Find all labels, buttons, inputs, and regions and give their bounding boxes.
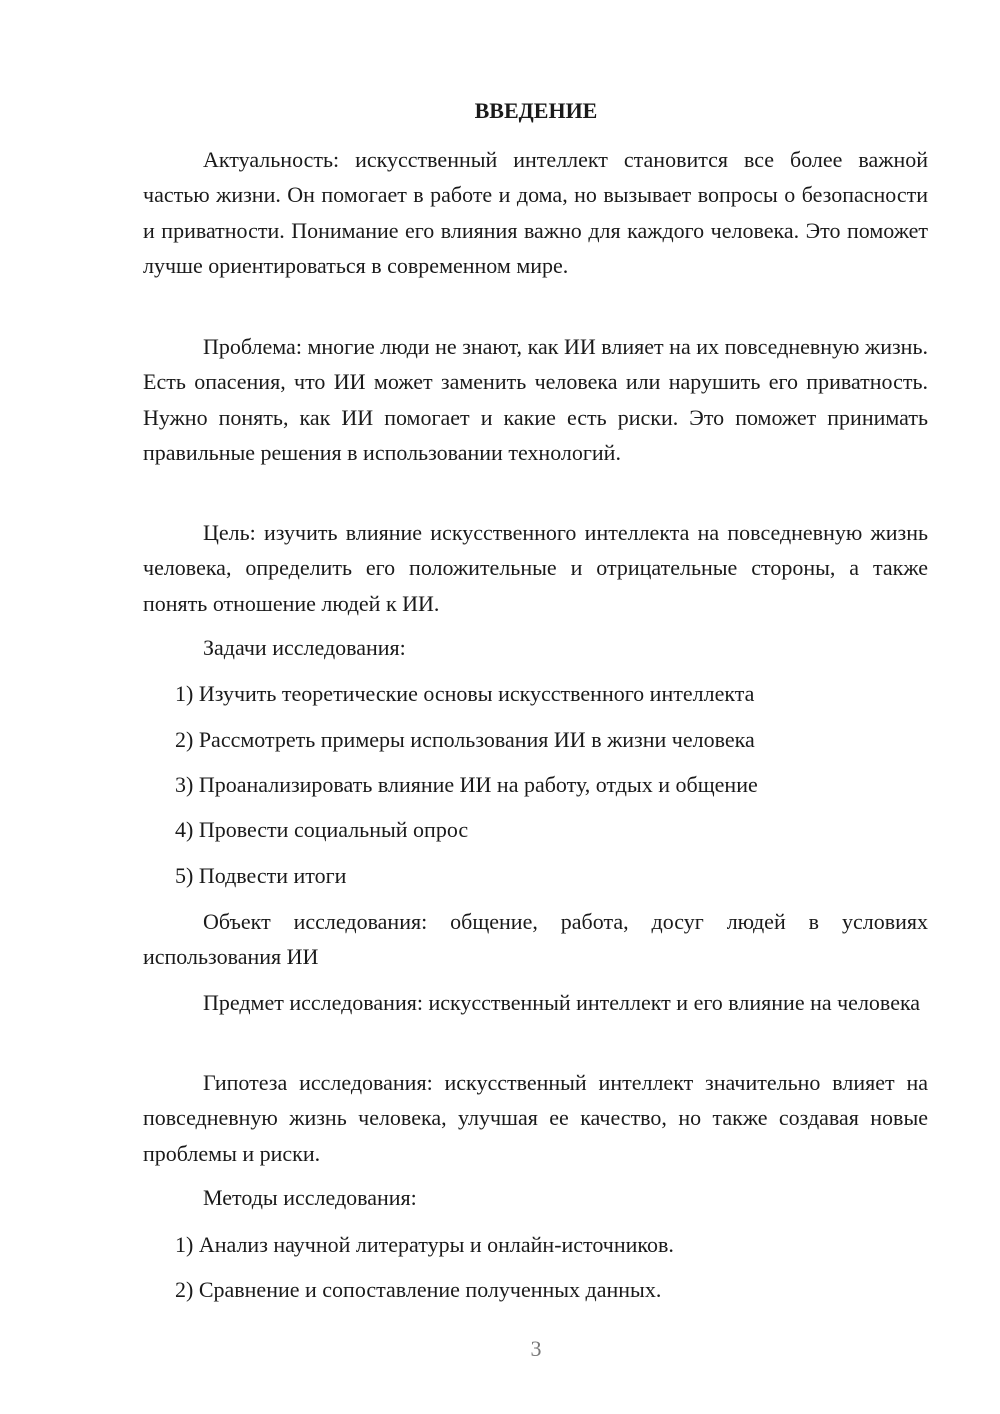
tasks-title: Задачи исследования: [203,635,406,660]
subject-paragraph: Предмет исследования: искусственный интеллект и его влияние на человека [203,990,921,1015]
task-item-5: 5) Подвести итоги [175,863,347,888]
relevance-paragraph: Актуальность: искусственный интеллект становится все более важной частью жизни. Он помогает в работе и дома, но вызывает вопросы о безопасности и приватности. Понимание его влияния важно для каждого человека. Это поможет лучше ориентироваться в современном мире. [143,147,928,279]
task-item-2: 2) Рассмотреть примеры использования ИИ в жизни человека [175,727,755,752]
goal-paragraph: Цель: изучить влияние искусственного интеллекта на повседневную жизнь человека, определить его положительные и отрицательные стороны, а также понять отношение людей к ИИ. [143,520,928,616]
task-item-3: 3) Проанализировать влияние ИИ на работу, отдых и общение [175,772,758,797]
problem-paragraph: Проблема: многие люди не знают, как ИИ влияет на их повседневную жизнь. Есть опасения, что ИИ может заменить человека или нарушить его приватность. Нужно понять, как ИИ помогает и какие есть риски. Это поможет принимать правильные решения в использовании технологий. [143,334,928,466]
page-number: 3 [530,1336,542,1361]
task-item-1: 1) Изучить теоретические основы искусственного интеллекта [175,681,755,706]
method-item-2: 2) Сравнение и сопоставление полученных данных. [175,1277,662,1302]
section-heading: ВВЕДЕНИЕ [474,98,598,123]
hypothesis-paragraph: Гипотеза исследования: искусственный интеллект значительно влияет на повседневную жизнь человека, улучшая ее качество, но также создавая новые проблемы и риски. [143,1070,928,1166]
methods-title: Методы исследования: [203,1185,417,1210]
task-item-4: 4) Провести социальный опрос [175,817,469,842]
method-item-1: 1) Анализ научной литературы и онлайн-источников. [175,1232,674,1257]
object-paragraph: Объект исследования: общение, работа, досуг людей в условиях использования ИИ [143,909,928,970]
